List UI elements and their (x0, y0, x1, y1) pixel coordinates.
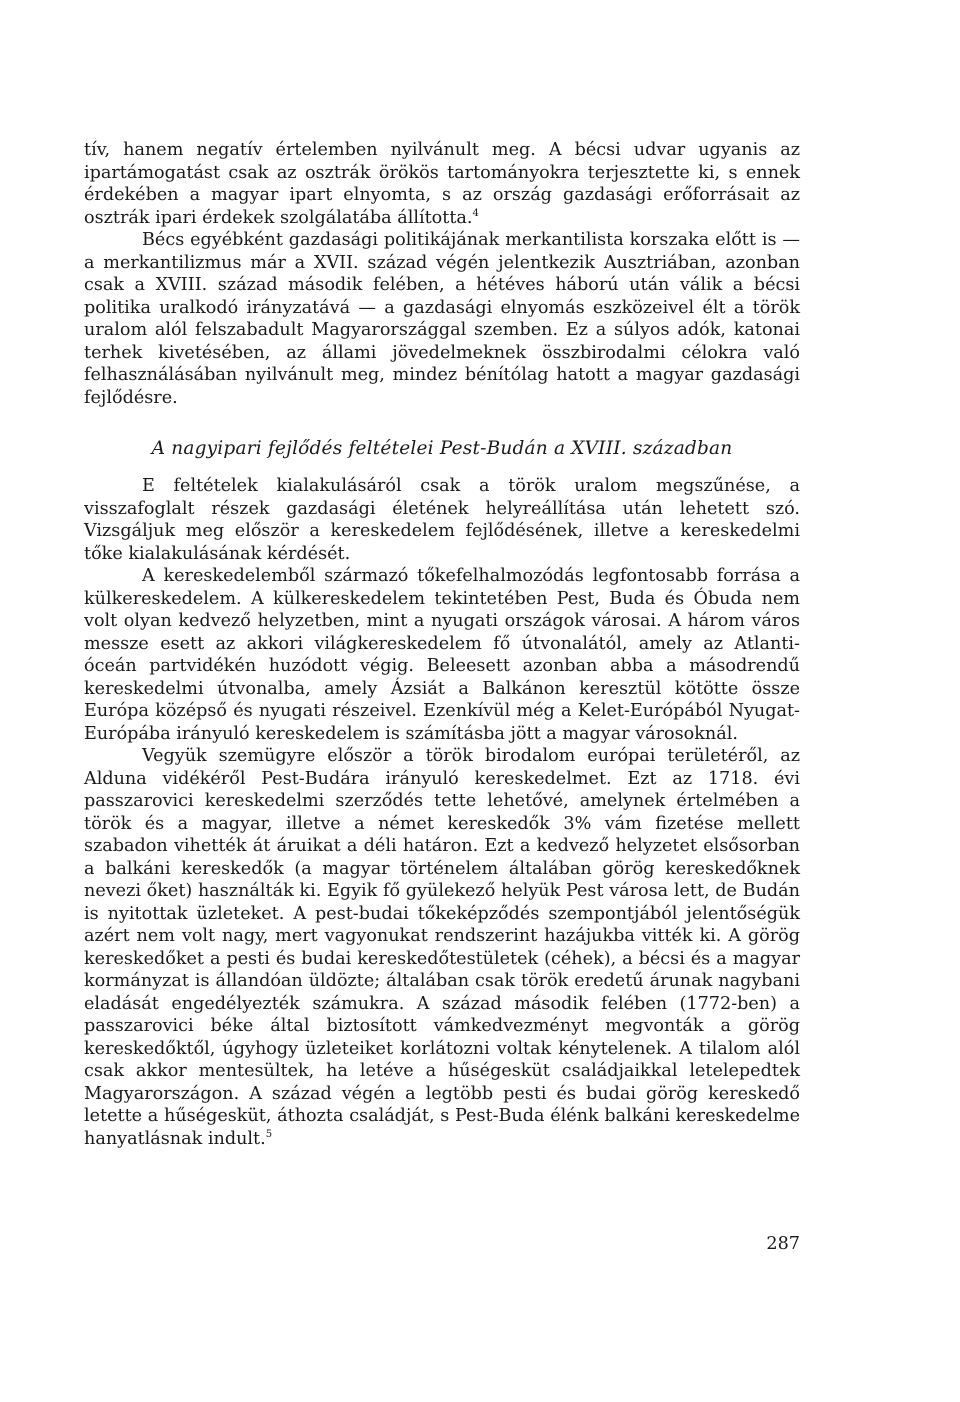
main-text-block (84, 475, 800, 1150)
paragraph-text: E feltételek kialakulásáról csak a török uralom megszűnése, a visszafoglalt részek gazdasági életének helyreállítása után lehetett szó. Vizsgáljuk meg először a kereskedelem fejlődésének, illetve a kereskedelmi tőke kialakulásának kérdését. (84, 476, 800, 564)
paragraph (84, 475, 800, 565)
paragraph (84, 139, 800, 229)
top-text-block (84, 139, 800, 409)
paragraph-text: Vegyük szemügyre először a török birodalom európai területéről, az Alduna vidékéről Pest-Budára irányuló kereskedelmet. Ezt az 1718. évi passzarovici kereskedelmi szerződés tette lehetővé, amelynek értelmében a török és a magyar, illetve a német kereskedők 3% vám fizetése mellett szabadon vihették át áruikat a déli határon. Ezt a kedvező helyzetet elsősorban a balkáni kereskedők (a magyar történelem általában görög kereskedőknek nevezi őket) használták ki. Egyik fő gyülekező helyük Pest városa lett, de Budán is nyitottak üzleteket. A pest-budai tőkeképződés szempontjából jelentőségük azért nem volt nagy, mert vagyonukat rendszerint hazájukba vitték ki. A görög kereskedőket a pesti és budai kereskedőtestületek (céhek), a bécsi és a magyar kormányzat is állandóan üldözte; általában csak török eredetű árunak nagybani eladását engedélyezték számukra. A század második felében (1772-ben) a passzarovici béke által biztosított vámkedvezményt megvonták a görög kereskedőktől, úgyhogy üzleteiket korlátozni voltak kénytelenek. A tilalom alól csak akkor mentesültek, ha letéve a hűségesküt családjaikkal letelepedtek Magyarországon. A század végén a legtöbb pesti és budai görög kereskedő letette a hűségesküt, áthozta családját, s Pest-Buda élénk balkáni kereskedelme hanyatlásnak indult. (84, 746, 800, 1149)
paragraph-text: A kereskedelemből származó tőkefelhalmozódás legfontosabb forrása a külkereskedelem. A külkereskedelem tekintetében Pest, Buda és Óbuda nem volt olyan kedvező helyzetben, mint a nyugati országok városai. A három város messze esett az akkori világkereskedelem fő útvonalától, amely az Atlanti-óceán partvidékén huzódott végig. Beleesett azonban abba a másodrendű kereskedelmi útvonalba, amely Ázsiát a Balkánon keresztül kötötte össze Európa középső és nyugati részeivel. Ezenkívül még a Kelet-Európából Nyugat-Európába irányuló kereskedelem is számításba jött a magyar városoknál. (84, 566, 800, 744)
paragraph (84, 229, 800, 409)
footnote-marker: 5 (265, 1128, 273, 1140)
footnote-marker: 4 (472, 207, 479, 219)
page-number: 287 (766, 1234, 800, 1254)
paragraph (84, 745, 800, 1150)
paragraph (84, 565, 800, 745)
section-heading: A nagyipari fejlődés feltételei Pest-Budán a XVIII. században (151, 438, 733, 459)
paragraph-text: tív, hanem negatív értelemben nyilvánult meg. A bécsi udvar ugyanis az ipartámogatást csak az osztrák örökös tartományokra terjesztette ki, s ennek érdekében a magyar ipart elnyomta, s az ország gazdasági erőforrásait az osztrák ipari érdekek szolgálatába állította. (84, 140, 800, 228)
paragraph-text: Bécs egyébként gazdasági politikájának merkantilista korszaka előtt is — a merkantilizmus már a XVII. század végén jelentkezik Ausztriában, azonban csak a XVIII. század második felében, a hétéves háború után válik a bécsi politika uralkodó irányzatává — a gazdasági elnyomás eszközeivel élt a török uralom alól felszabadult Magyarországgal szemben. Ez a súlyos adók, katonai terhek kivetésében, az állami jövedelmeknek összbirodalmi célokra való felhasználásában nyilvánult meg, mindez bénítólag hatott a magyar gazdasági fejlődésre. (84, 230, 800, 408)
